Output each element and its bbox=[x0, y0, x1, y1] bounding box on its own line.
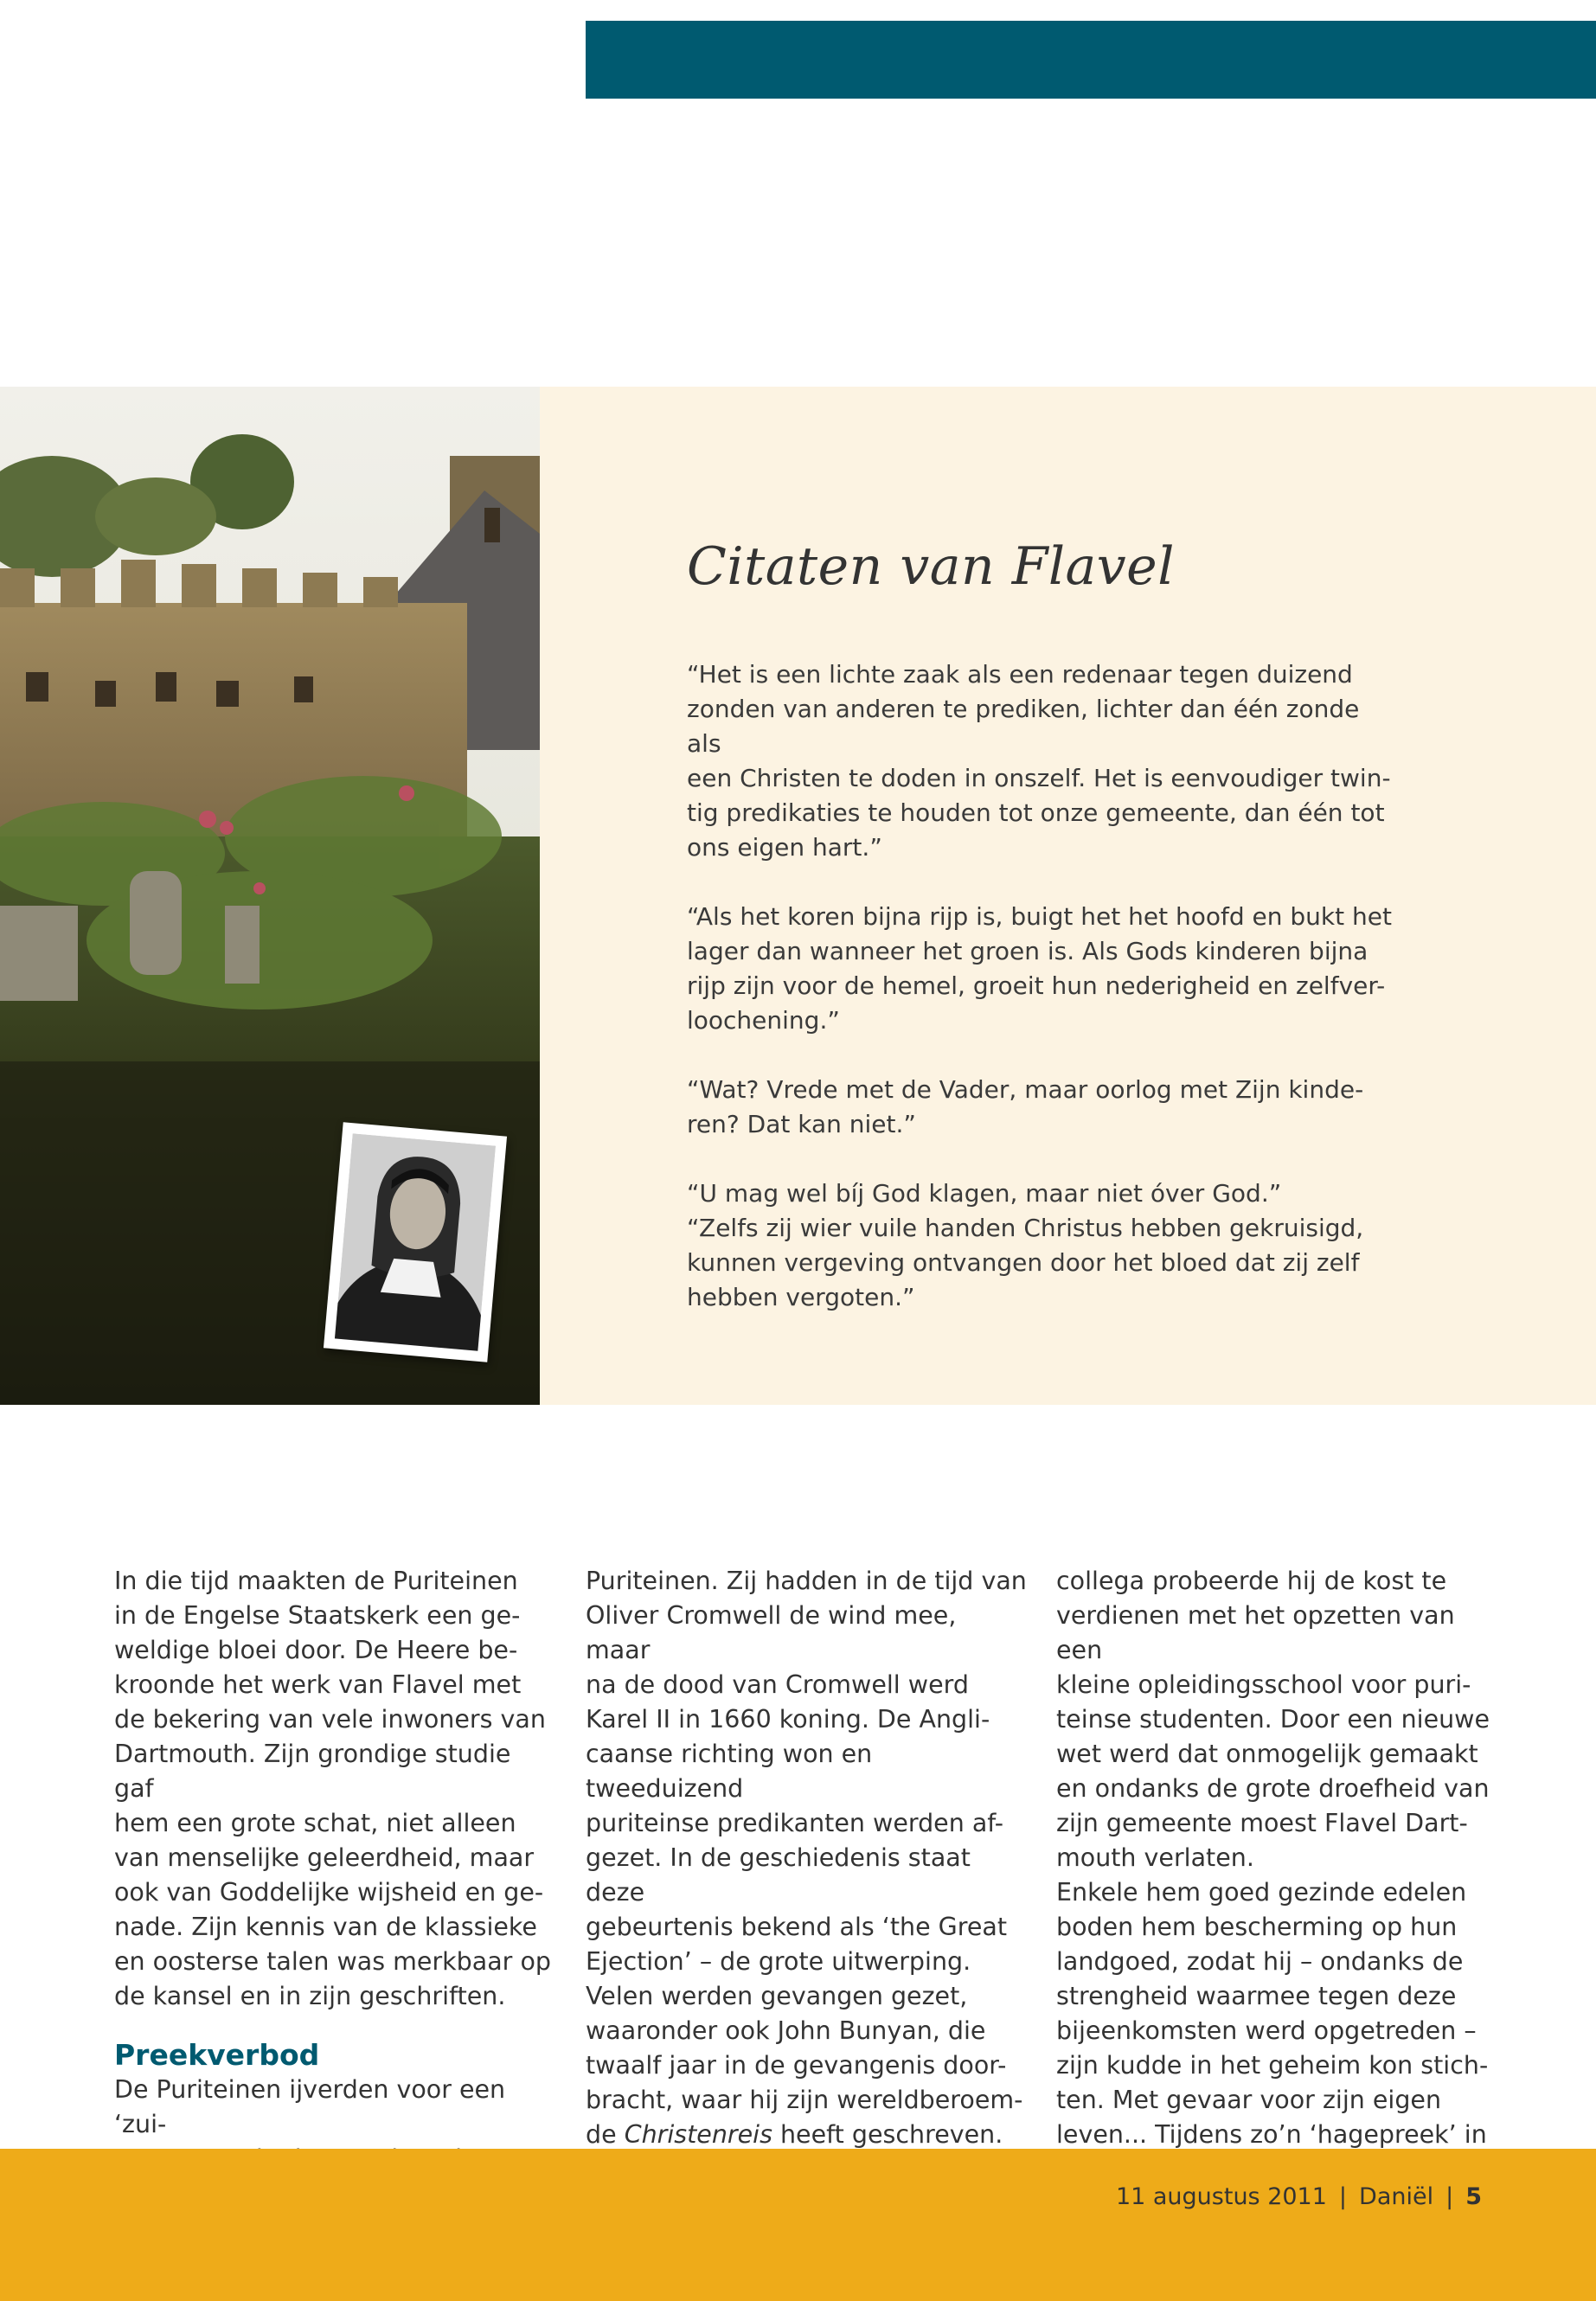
quote-2: “Als het koren bijna rijp is, buigt het het hoofd en bukt het lager dan wanneer het groen is. Als Gods kinderen bijna rijp zijn voor de hemel, groeit hun nederigheid en zelfver- loochening.” bbox=[687, 902, 1392, 1035]
quote-5: “Zelfs zij wier vuile handen Christus hebben gekruisigd, kunnen vergeving ontvangen door het bloed dat zij zelf hebben vergoten.” bbox=[687, 1214, 1364, 1311]
footer-publication: Daniël bbox=[1359, 2183, 1434, 2210]
subheading-preekverbod: Preekverbod bbox=[114, 2038, 320, 2072]
quote-4: “U mag wel bíj God klagen, maar niet óver God.” bbox=[687, 1179, 1282, 1208]
column-3 bbox=[1056, 1564, 1497, 2152]
book-title-christenreis: Christenreis bbox=[624, 2120, 772, 2149]
quote-1: “Het is een lichte zaak als een redenaar tegen duizend zonden van anderen te prediken, lichter dan één zonde als een Christen te doden in onszelf. Het is eenvoudiger twin- tig predikaties te houden tot onze gemeente, dan één tot ons eigen hart.” bbox=[687, 660, 1391, 862]
column-3-text: collega probeerde hij de kost te verdienen met het opzetten van een kleine opleidingsschool voor puri- teinse studenten. Door een nieuwe wet werd dat onmogelijk gemaakt en ondanks de grote droefheid van zijn gemeente moest Flavel Dart- mouth verlaten. Enkele hem goed gezinde edelen boden hem bescherming op hun landgoed, zodat hij – ondanks de strengheid waarmee tegen deze bijeenkomsten werd opgetreden – zijn kudde in het geheim kon stich- ten. Met gevaar voor zijn eigen leven... Tijdens zo’n ‘hagepreek’ in bbox=[1056, 1567, 1490, 2149]
quote-3: “Wat? Vrede met de Vader, maar oorlog met Zijn kinde- ren? Dat kan niet.” bbox=[687, 1075, 1364, 1138]
column-1 bbox=[114, 1564, 555, 2176]
quote-list bbox=[687, 657, 1396, 1349]
footer-bar bbox=[0, 2149, 1596, 2301]
column-1-text: In die tijd maakten de Puriteinen in de Engelse Staatskerk een ge- weldige bloei door. De Heere be- kroonde het werk van Flavel met de bekering van vele inwoners van Dartmouth. Zijn grondige studie gaf hem een grote schat, niet alleen van menselijke geleerdheid, maar ook van Goddelijke wijsheid en ge- nade. Zijn kennis van de klassieke en oosterse talen was merkbaar op de kansel en in zijn geschriften. bbox=[114, 1567, 551, 2010]
column-1-text-continued: De Puriteinen ijverden voor een ‘zui- bbox=[114, 2075, 506, 2138]
column-2-text-part-1: Puriteinen. Zij hadden in de tijd van Oliver Cromwell de wind mee, maar na de dood van Cromwell werd Karel II in 1660 koning. De Angli- caanse richting won en tweeduizend puriteinse predikanten werden af- gezet. In de geschiedenis staat deze gebeurtenis bekend als ‘the Great Ejection’ – de grote uitwerping. Velen werden gevangen gezet, waaronder ook John Bunyan, die twaalf jaar in de gevangenis door- bracht, waar hij zijn wereldberoem- de bbox=[586, 1567, 1027, 2149]
footer-info bbox=[1116, 2183, 1482, 2210]
footer-separator-1: | bbox=[1338, 2183, 1348, 2210]
page-number: 5 bbox=[1465, 2183, 1482, 2210]
flavel-portrait bbox=[324, 1122, 507, 1362]
column-2-text-part-2: heeft geschreven. bbox=[779, 2120, 1003, 2149]
footer-date: 11 augustus 2011 bbox=[1115, 2183, 1327, 2210]
footer-separator-2: | bbox=[1445, 2183, 1454, 2210]
quote-box-title: Citaten van Flavel bbox=[687, 536, 1175, 597]
top-accent-bar bbox=[586, 21, 1596, 99]
